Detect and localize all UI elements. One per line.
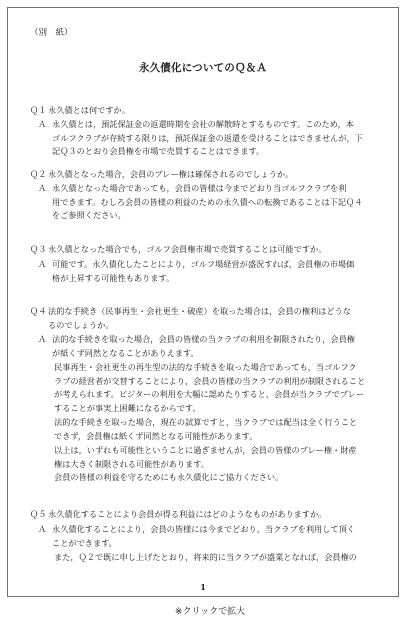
paragraph-line: 法的な手続きを取った場合，現在の試算ですと，当クラブでは配当は全く行うこと [54, 417, 358, 427]
question-4-line: 法的な手続き（民事再生・会社更生・破産）を取った場合は，会員の権利はどうな [48, 306, 351, 316]
question-3-line: 永久債となった場合でも，ゴルフ会員権市場で売買することは可能ですか。 [48, 244, 327, 254]
paragraph-line: が考えられます。ビジターの利用を大幅に認めたりすると，会員が当クラブでプレー [54, 389, 365, 399]
paragraph-line: 民事再生・会社更生の再生型の法的な手続きを取った場合であっても，当ゴルフク [54, 362, 357, 372]
answer-1 [38, 118, 363, 159]
question-5-line: 永久債化することにより会員が得る利益にはどのようなものがありますか。 [48, 509, 327, 519]
document-page[interactable] [7, 7, 399, 597]
answer-3 [38, 258, 354, 285]
paragraph-line: 権は大きく制限される可能性があります。 [54, 458, 209, 469]
answer-4 [38, 333, 355, 360]
question-3-label: Ｑ３ [30, 244, 47, 254]
answer-5 [38, 523, 355, 550]
answer-2-line: 用できます。むしろ会員の皆様の利益のための永久債への転換であることは下記Ｑ４ [52, 196, 363, 207]
answer-5-line: 永久債化することにより，会員の皆様には今までどおり，当クラブを利用して頂く [52, 524, 355, 534]
answer-4-line: が紙くず同然となることがありえます。 [52, 347, 199, 358]
answer-5-label: Ａ [38, 524, 47, 534]
answer-3-line: 可能です。永久債化したことにより，ゴルフ場経営が盛況すれば，会員権の市場価 [52, 259, 355, 269]
answer-2-label: Ａ [38, 183, 47, 193]
answer-2 [38, 182, 362, 223]
page-number: 1 [200, 582, 206, 592]
answer-4-paragraph [54, 471, 283, 485]
question-4-label: Ｑ４ [30, 306, 47, 316]
answer-2-line: をご参照ください。 [52, 210, 126, 220]
question-4 [30, 305, 351, 332]
paragraph-line: できず，会員権は紙くず同然となる可能性があります。 [54, 430, 258, 441]
answer-1-line: 記Ｑ３のとおり会員権を市場で売買することはできます。 [52, 146, 265, 156]
answer-3-label: Ａ [38, 259, 47, 269]
answer-4-paragraph [54, 361, 365, 415]
answer-4-paragraph [54, 416, 357, 443]
question-1-label: Ｑ１ [30, 105, 47, 115]
answer-3-line: 格が上昇する可能性もあります。 [52, 272, 175, 283]
answer-4-label: Ａ [38, 334, 47, 344]
question-2-label: Ｑ２ [30, 169, 47, 179]
answer-4-paragraph [54, 444, 357, 471]
document-title: 永久債化についてのＱ＆Ａ [138, 62, 268, 74]
answer-2-line: 永久債となった場合であっても，会員の皆様は今までどおり当ゴルフクラブを利 [52, 183, 347, 193]
answer-1-label: Ａ [38, 119, 47, 129]
question-1 [30, 104, 130, 118]
paragraph-line: また，Ｑ２で既に申し上げたとおり，将来的に当クラブが盛業となれば，会員権の [54, 552, 357, 562]
enlarge-caption[interactable]: ※クリックで拡大 [174, 607, 246, 617]
answer-1-line: ゴルフクラブが存続する限りは，預託保証金の返還を受けることはできませんが，下 [52, 132, 363, 143]
question-2 [30, 168, 293, 182]
question-5 [30, 508, 326, 522]
paragraph-line: することが事実上困難になるからです。 [54, 402, 201, 413]
answer-4-line: 法的な手続きを取った場合，会員の皆様の当クラブの利用を制限されたり，会員権 [52, 334, 355, 344]
question-3 [30, 243, 326, 257]
paragraph-line: ラブの経営者が交替することにより，会員の皆様の当クラブの利用が制限されること [54, 375, 366, 386]
paragraph-line: 会員の皆様の利益を守るためにも永久債化にご協力ください。 [54, 472, 284, 482]
question-4-line: るのでしょうか。 [48, 319, 114, 330]
answer-5-line: ことができます。 [52, 537, 117, 548]
answer-1-line: 永久債とは，預託保証金の返還時期を会社の解散時とするものです。このため，本 [52, 119, 354, 129]
answer-5-paragraph [54, 551, 357, 565]
question-2-line: 永久債となった場合，会員のプレー権は確保されるのでしょうか。 [48, 169, 294, 179]
question-1-line: 永久債とは何ですか。 [48, 105, 130, 115]
annex-label: （別 紙） [30, 28, 73, 38]
question-5-label: Ｑ５ [30, 509, 47, 519]
paragraph-line: 以上は，いずれも可能性ということに過ぎませんが，会員の皆様のプレー権・財産 [54, 445, 357, 455]
